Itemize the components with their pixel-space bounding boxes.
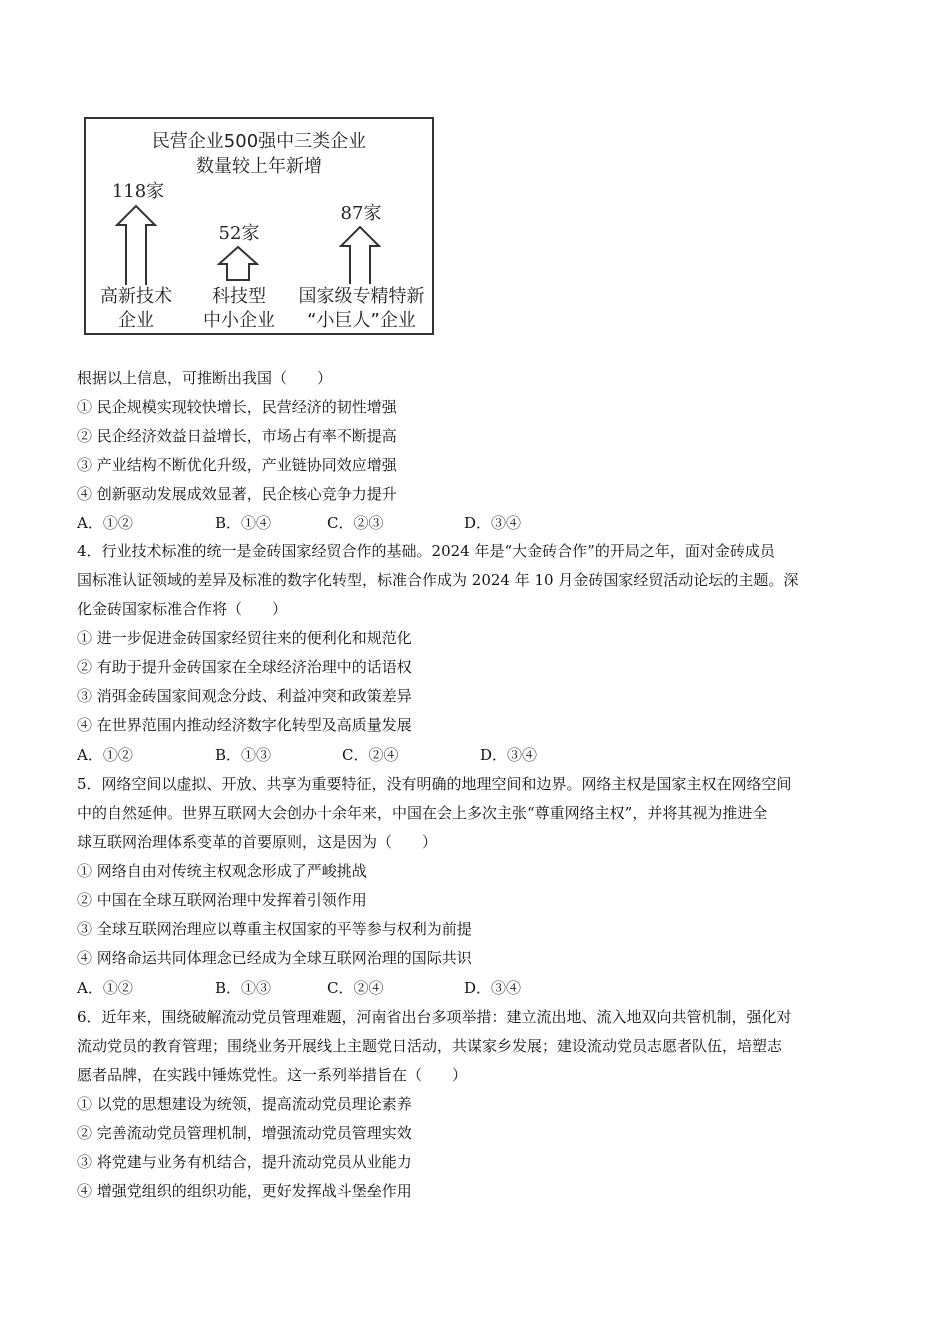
up-arrow-icon bbox=[338, 224, 382, 286]
statement: ③ 将党建与业务有机结合，提升流动党员从业能力 bbox=[77, 1153, 412, 1171]
statement: ② 民企经济效益日益增长，市场占有率不断提高 bbox=[77, 427, 397, 445]
figure-title-line2: 数量较上年新增 bbox=[196, 156, 322, 177]
statement: ① 以党的思想建设为统领，提高流动党员理论素养 bbox=[77, 1095, 412, 1113]
question-stem: 6．近年来，围绕破解流动党员管理难题，河南省出台多项举措：建立流出地、流入地双向共管机制，强化对 bbox=[77, 1008, 792, 1026]
up-arrow-icon bbox=[217, 244, 259, 282]
question-stem: 愿者品牌，在实践中锤炼党性。这一系列举措旨在（ ） bbox=[77, 1066, 468, 1084]
figure-title-line1: 民营企业500强中三类企业 bbox=[151, 131, 367, 152]
question-stem: 根据以上信息，可推断出我国（ ） bbox=[77, 369, 333, 387]
option-d[interactable]: D．③④ bbox=[464, 514, 522, 532]
question-stem: 国标准认证领域的差异及标准的数字化转型，标准合作成为 2024 年 10 月金砖国家经贸活动论坛的主题。深 bbox=[77, 571, 799, 589]
question-stem: 中的自然延伸。世界互联网大会创办十余年来，中国在会上多次主张“尊重网络主权”，并将其视为推进全 bbox=[77, 804, 768, 822]
up-arrow-icon bbox=[114, 203, 158, 287]
option-c[interactable]: C．②④ bbox=[327, 979, 384, 997]
question-stem: 球互联网治理体系变革的首要原则，这是因为（ ） bbox=[77, 833, 438, 851]
label-little-giant: 国家级专精特新 “小巨人”企业 bbox=[298, 286, 425, 331]
infographic-figure bbox=[84, 117, 434, 335]
statement: ③ 全球互联网治理应以尊重主权国家的平等参与权利为前提 bbox=[77, 920, 472, 938]
option-a[interactable]: A．①② bbox=[77, 514, 133, 532]
statement: ① 进一步促进金砖国家经贸往来的便利化和规范化 bbox=[77, 629, 412, 647]
statement: ① 网络自由对传统主权观念形成了严峻挑战 bbox=[77, 862, 367, 880]
question-stem: 5．网络空间以虚拟、开放、共享为重要特征，没有明确的地理空间和边界。网络主权是国家主权在网络空间 bbox=[77, 775, 792, 793]
label-tech-sme: 科技型 中小企业 bbox=[203, 286, 275, 331]
question-stem: 化金砖国家标准合作将（ ） bbox=[77, 600, 288, 618]
count-high-tech: 118家 bbox=[111, 181, 165, 202]
statement: ④ 增强党组织的组织功能，更好发挥战斗堡垒作用 bbox=[77, 1182, 412, 1200]
statement: ③ 消弭金砖国家间观念分歧、利益冲突和政策差异 bbox=[77, 687, 412, 705]
statement: ① 民企规模实现较快增长，民营经济的韧性增强 bbox=[77, 398, 397, 416]
question-5 bbox=[77, 770, 877, 973]
option-b[interactable]: B．①④ bbox=[215, 514, 272, 532]
statement: ③ 产业结构不断优化升级，产业链协同效应增强 bbox=[77, 456, 397, 474]
option-d[interactable]: D．③④ bbox=[464, 979, 522, 997]
option-b[interactable]: B．①③ bbox=[215, 979, 272, 997]
count-little-giant: 87家 bbox=[340, 203, 382, 224]
label-high-tech: 高新技术 企业 bbox=[100, 286, 172, 331]
statement: ② 有助于提升金砖国家在全球经济治理中的话语权 bbox=[77, 658, 412, 676]
statement: ④ 创新驱动发展成效显著，民企核心竞争力提升 bbox=[77, 485, 397, 503]
count-tech-sme: 52家 bbox=[218, 223, 260, 244]
option-b[interactable]: B．①③ bbox=[215, 746, 272, 764]
question-6 bbox=[77, 1003, 877, 1206]
option-c[interactable]: C．②③ bbox=[327, 514, 384, 532]
statement: ② 中国在全球互联网治理中发挥着引领作用 bbox=[77, 891, 367, 909]
question-3 bbox=[77, 364, 877, 509]
question-stem: 流动党员的教育管理；围绕业务开展线上主题党日活动，共谋家乡发展；建设流动党员志愿者队伍，培塑志 bbox=[77, 1037, 783, 1055]
question-stem: 4．行业技术标准的统一是金砖国家经贸合作的基础。2024 年是“大金砖合作”的开局之年，面对金砖成员 bbox=[77, 542, 775, 560]
question-4 bbox=[77, 537, 877, 740]
statement: ② 完善流动党员管理机制，增强流动党员管理实效 bbox=[77, 1124, 412, 1142]
option-a[interactable]: A．①② bbox=[77, 979, 133, 997]
statement: ④ 在世界范围内推动经济数字化转型及高质量发展 bbox=[77, 716, 412, 734]
option-d[interactable]: D．③④ bbox=[480, 746, 538, 764]
statement: ④ 网络命运共同体理念已经成为全球互联网治理的国际共识 bbox=[77, 949, 472, 967]
option-a[interactable]: A．①② bbox=[77, 746, 133, 764]
option-c[interactable]: C．②④ bbox=[342, 746, 399, 764]
